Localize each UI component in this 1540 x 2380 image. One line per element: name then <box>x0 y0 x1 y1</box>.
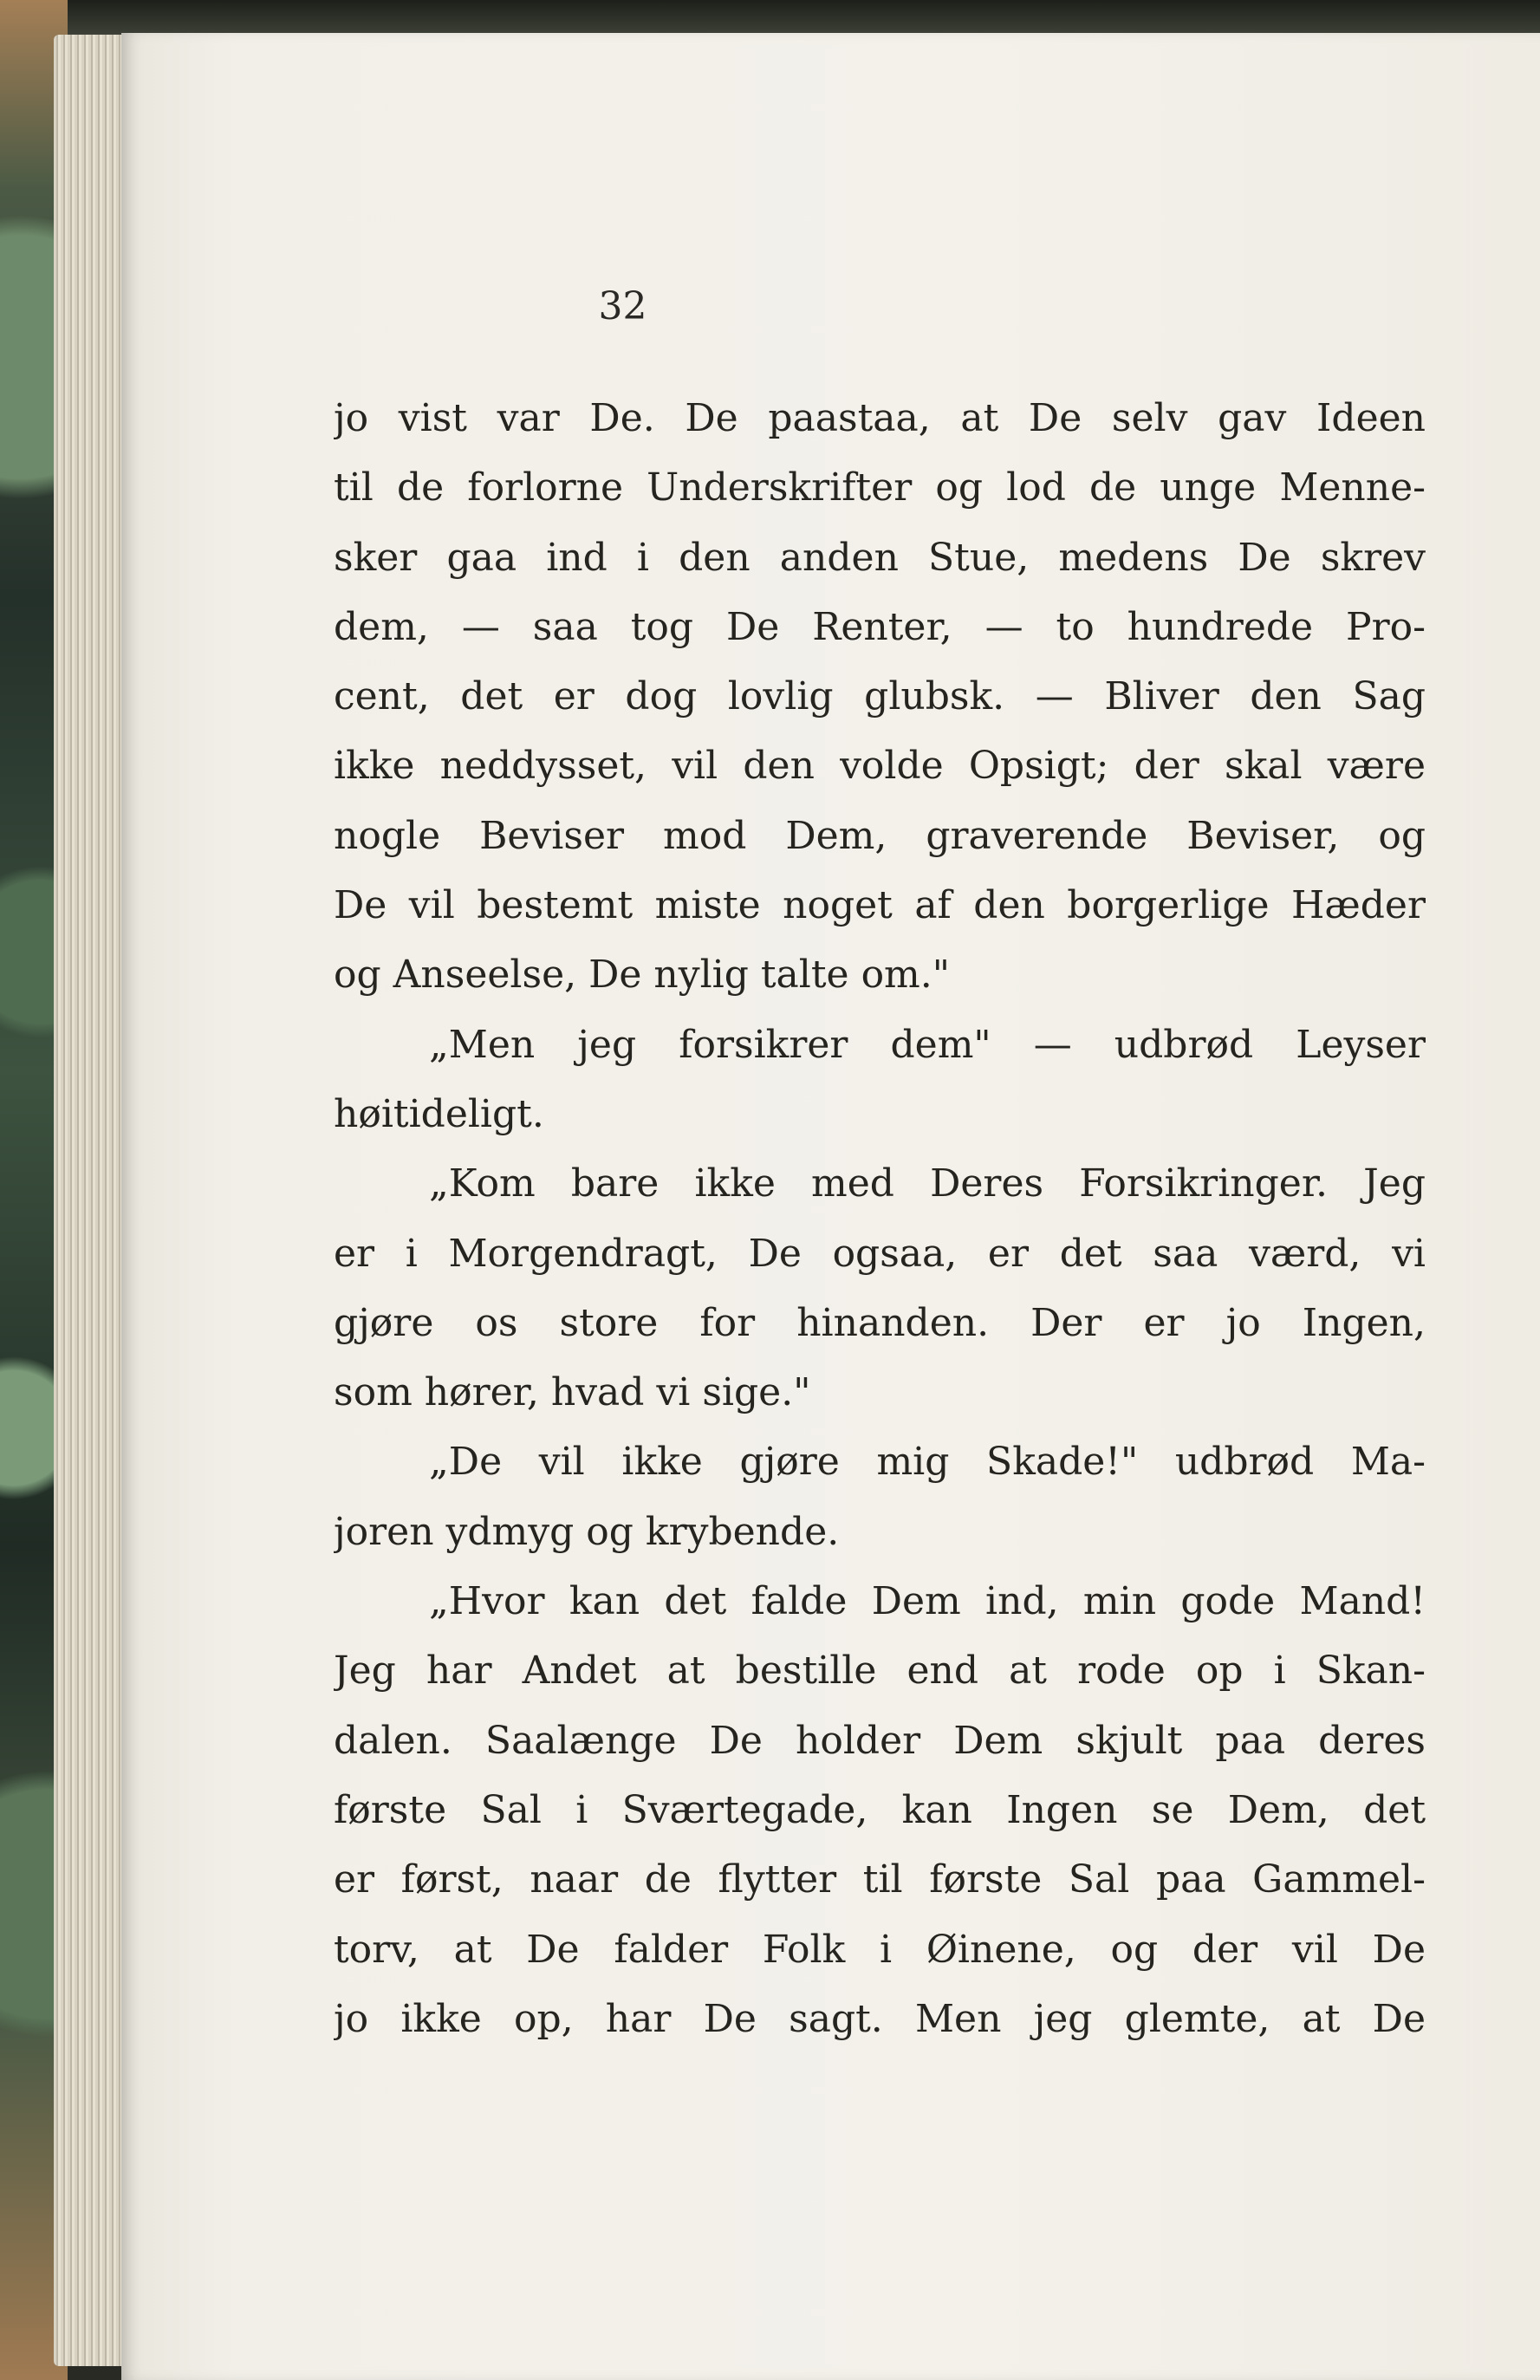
text-line: Jeg har Andet at bestille end at rode op i Skan- <box>334 1648 1426 1694</box>
text-line: er først, naar de flytter til første Sal paa Gammel- <box>334 1857 1426 1902</box>
text-line: sker gaa ind i den anden Stue, medens De skrev <box>334 535 1426 580</box>
text-line: „Kom bare ikke med Deres Forsikringer. Jeg <box>429 1161 1426 1206</box>
text-line: første Sal i Sværtegade, kan Ingen se Dem, det <box>334 1787 1426 1832</box>
text-line: nogle Beviser mod Dem, graverende Beviser, og <box>334 813 1426 858</box>
text-line: høitideligt. <box>334 1091 544 1136</box>
text-line: De vil bestemt miste noget af den borgerlige Hæder <box>334 883 1426 928</box>
text-line: „Men jeg forsikrer dem" — udbrød Leyser <box>429 1022 1426 1067</box>
text-line: jo ikke op, har De sagt. Men jeg glemte, at De <box>334 1996 1426 2041</box>
page-number: 32 <box>598 284 647 328</box>
text-line: cent, det er dog lovlig glubsk. — Bliver den Sag <box>334 674 1426 719</box>
text-line: som hører, hvad vi sige." <box>334 1370 811 1415</box>
text-line: til de forlorne Underskrifter og lod de unge Menne- <box>334 465 1426 510</box>
text-line: gjøre os store for hinanden. Der er jo Ingen, <box>334 1300 1426 1345</box>
text-line: og Anseelse, De nylig talte om." <box>334 953 951 998</box>
text-line: dem, — saa tog De Renter, — to hundrede Pro- <box>334 604 1426 649</box>
text-line: joren ydmyg og krybende. <box>334 1509 840 1554</box>
page-body-text <box>334 384 1426 2054</box>
text-line: jo vist var De. De paastaa, at De selv gav Ideen <box>334 396 1426 440</box>
text-line: torv, at De falder Folk i Øinene, og der vil De <box>334 1927 1426 1972</box>
text-line: dalen. Saalænge De holder Dem skjult paa deres <box>334 1718 1426 1763</box>
text-line: „Hvor kan det falde Dem ind, min gode Mand! <box>429 1579 1426 1624</box>
text-line: „De vil ikke gjøre mig Skade!" udbrød Ma- <box>429 1440 1426 1485</box>
text-line: ikke neddysset, vil den volde Opsigt; der skal være <box>334 744 1426 789</box>
book-page <box>121 33 1540 2380</box>
text-line: er i Morgendragt, De ogsaa, er det saa værd, vi <box>334 1231 1426 1276</box>
